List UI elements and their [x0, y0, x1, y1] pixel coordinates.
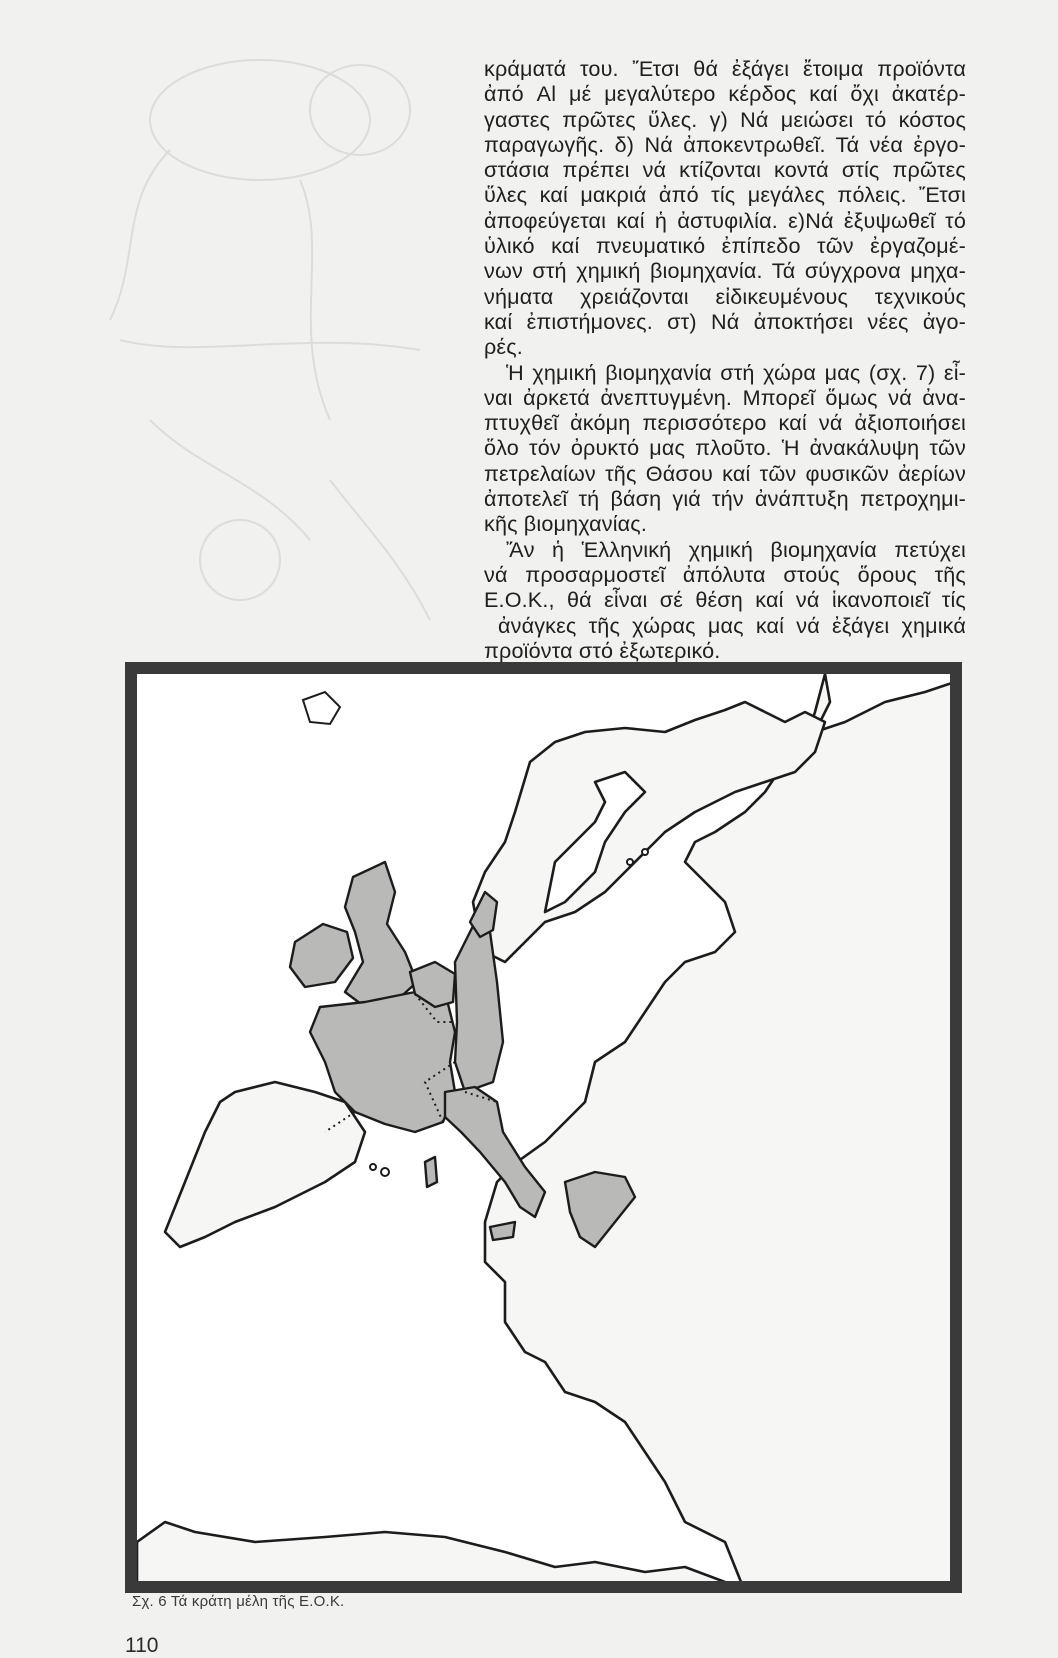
- text-line: ἀνάγκες τῆς χώρας μας καί νά ἐξάγει χημικά: [498, 612, 966, 638]
- page-number: 110: [125, 1634, 159, 1657]
- text-line: καί ἐπιστήμονες. στ) Νά ἀποκτήσει νέες ἀγο-: [484, 308, 966, 334]
- text-line: ναι ἀρκετά ἀνεπτυγμένη. Μπορεῖ ὅμως νά ἀνα-: [484, 384, 966, 410]
- text-line: νά προσαρμοστεῖ ἀπόλυτα στούς ὅρους τῆς: [484, 561, 966, 587]
- text-line: Ἄν ἡ Ἑλληνική χημική βιομηχανία πετύχει: [506, 536, 966, 562]
- text-line: ὅλο τόν ὀρυκτό μας πλοῦτο. Ἡ ἀνακάλυψη τῶν: [484, 435, 966, 461]
- text-line: πετρελαίων τῆς Θάσου καί τῶν φυσικῶν ἀερίων: [484, 460, 966, 486]
- text-line: ὕλες καί μακριά ἀπό τίς μεγάλες πόλεις. Ἔτσι: [484, 182, 966, 208]
- paragraph-2: [484, 360, 966, 537]
- text-line: κῆς βιομηχανίας.: [484, 511, 648, 537]
- paragraph-1: [484, 56, 966, 360]
- text-line: ἀπό Al μέ μεγαλύτερο κέρδος καί ὄχι ἀκατέρ-: [484, 81, 966, 107]
- text-line: νων στή χημική βιομηχανία. Τά σύγχρονα μηχα-: [484, 258, 966, 284]
- text-line: κράματά του. Ἔτσι θά ἐξάγει ἔτοιμα προϊόντα: [484, 56, 966, 81]
- text-line: ρές.: [484, 334, 523, 360]
- text-line: προϊόντα στό ἐξωτερικό.: [484, 637, 721, 663]
- text-line: ἀποτελεῖ τή βάση γιά τήν ἀνάπτυξη πετροχημι-: [484, 486, 966, 512]
- figure-caption: Σχ. 6 Τά κράτη μέλη τῆς Ε.Ο.Κ.: [132, 1593, 345, 1610]
- text-line: στάσια πρέπει νά κτίζονται κοντά στίς πρῶτες: [484, 157, 966, 183]
- text-line: ὑλικό καί πνευματικό ἐπίπεδο τῶν ἐργαζομέ-: [484, 233, 966, 259]
- text-line: γαστες πρῶτες ὕλες. γ) Νά μειώσει τό κόστος: [484, 106, 966, 132]
- text-line: πτυχθεῖ ἀκόμη περισσότερο καί νά ἀξιοποιήσει: [484, 410, 966, 436]
- text-line: παραγωγῆς. δ) Νά ἀποκεντρωθεῖ. Τά νέα ἐργο-: [484, 131, 966, 157]
- text-line: Ε.Ο.Κ., θά εἶναι σέ θέση καί νά ἱκανοποιεῖ τίς: [484, 587, 966, 613]
- text-line: Ἡ χημική βιομηχανία στή χώρα μας (σχ. 7) εἶ-: [506, 359, 966, 385]
- bleed-through-illustration: [0, 0, 470, 660]
- paragraph-3: [484, 537, 966, 663]
- text-line: νήματα χρειάζονται εἰδικευμένους τεχνικούς: [484, 283, 966, 309]
- body-text-column: [484, 56, 966, 663]
- text-line: ἀποφεύγεται καί ἡ ἀστυφιλία. ε)Νά ἐξυψωθεῖ τό: [484, 207, 966, 233]
- sardinia: [425, 1157, 437, 1187]
- eec-member-states-map: [125, 662, 962, 1593]
